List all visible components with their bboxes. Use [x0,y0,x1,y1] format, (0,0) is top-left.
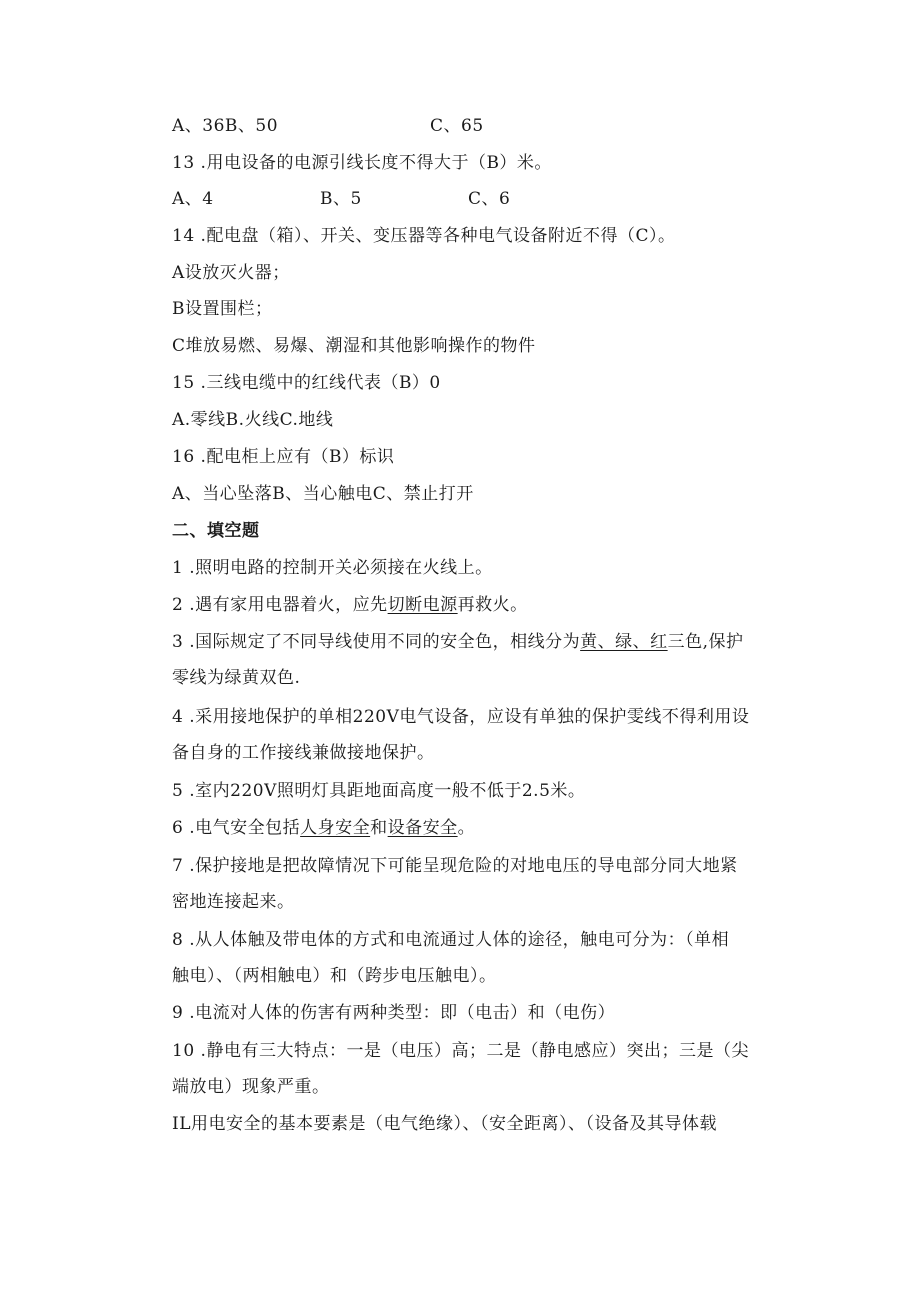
fill-item-2-post: 再救火。 [457,595,528,615]
q16-options: A、当心坠落B、当心触电C、禁止打开 [172,484,474,504]
q15-options: A.零线B.火线C.地线 [172,410,334,430]
fill-item-4-line2: 备自身的工作接线兼做接地保护。 [172,743,435,763]
fill-item-1: 1 .照明电路的控制开关必须接在火线上。 [172,558,493,578]
fill-item-6-pre: 6 .电气安全包括 [172,818,301,838]
fill-item-2 [172,594,528,616]
q13-option-a: A、4 [172,189,214,209]
fill-item-6-answer-1: 人身安全 [300,818,371,838]
fill-item-10-line2: 端放电）现象严重。 [172,1077,330,1097]
q14-stem: 14 .配电盘（箱）、开关、变压器等各种电气设备附近不得（C）。 [172,226,676,246]
q16-stem: 16 .配电柜上应有（B）标识 [172,447,395,467]
fill-item-10-line1: 10 .静电有三大特点：一是（电压）高；二是（静电感应）突出；三是（尖 [172,1041,749,1061]
fill-item-8-line1: 8 .从人体触及带电体的方式和电流通过人体的途径，触电可分为：（单相 [172,930,730,950]
fill-item-2-pre: 2 .遇有家用电器着火，应先 [172,595,388,615]
fill-item-3-line2: 零线为绿黄双色. [172,668,301,688]
q14-option-c: C堆放易燃、易爆、潮湿和其他影响操作的物件 [172,336,536,356]
fill-item-3-answer: 黄、绿、红 [580,632,668,652]
q13-option-b: B、5 [320,189,362,209]
q15-stem: 15 .三线电缆中的红线代表（B）0 [172,373,441,393]
fill-item-6 [172,817,475,839]
q13-option-c: C、6 [468,189,511,209]
fill-item-2-answer: 切断电源 [387,595,458,615]
fill-item-6-answer-2: 设备安全 [387,818,458,838]
q13-stem: 13 .用电设备的电源引线长度不得大于（B）米。 [172,153,552,173]
fill-item-9: 9 .电流对人体的伤害有两种类型：即（电击）和（电伤） [172,1003,616,1023]
q12-option-c: C、65 [430,116,484,136]
fill-item-3-pre: 3 .国际规定了不同导线使用不同的安全色，相线分为 [172,632,581,652]
fill-item-6-post: 。 [457,818,476,838]
fill-item-5: 5 .室内220V照明灯具距地面高度一般不低于2.5米。 [172,781,586,801]
fill-item-6-mid: 和 [370,818,388,838]
fill-item-3-post: 三色,保护 [667,632,744,652]
fill-item-11-line1: IL用电安全的基本要素是（电气绝缘）、（安全距离）、（设备及其导体载 [172,1114,718,1134]
fill-item-7-line2: 密地连接起来。 [172,892,295,912]
fill-item-3 [172,631,744,653]
fill-item-7-line1: 7 .保护接地是把故障情况下可能呈现危险的对地电压的导电部分同大地紧 [172,856,738,876]
fill-item-8-line2: 触电）、（两相触电）和（跨步电压触电）。 [172,966,497,986]
q14-option-a: A设放灭火器； [172,263,290,283]
fill-item-4-line1: 4 .采用接地保护的单相220V电气设备，应设有单独的保护雯线不得利用设 [172,707,750,727]
q12-option-ab: A、36B、50 [172,116,279,136]
q14-option-b: B设置围栏； [172,299,273,319]
section-title-fill-in: 二、填空题 [172,521,260,541]
